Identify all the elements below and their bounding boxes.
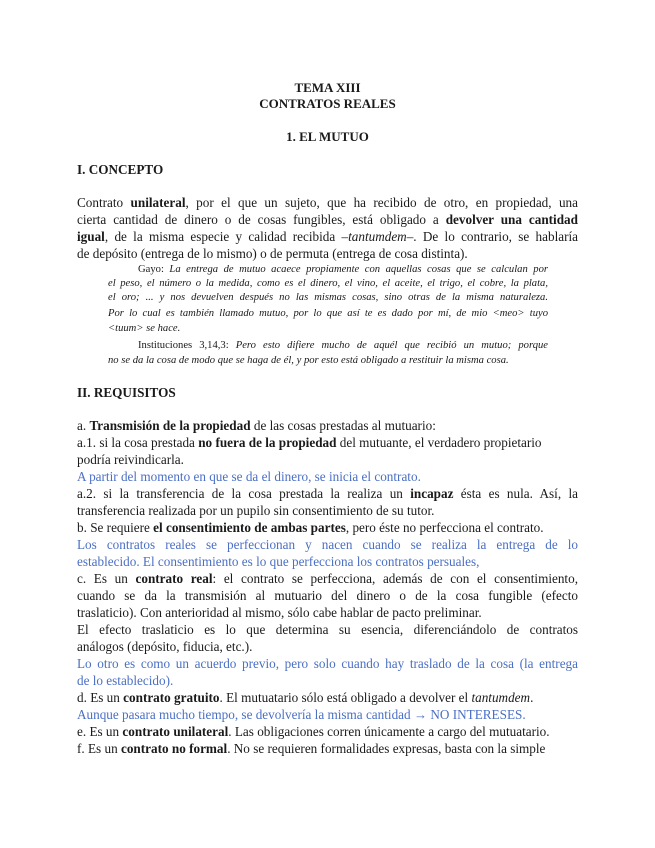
requisito-f: f. Es un contrato no formal. No se requieren formalidades expresas, basta con la simple xyxy=(77,741,546,756)
concepto-line-2: cierta cantidad de dinero o de cosas fungibles, está obligado a devolver una cantidad xyxy=(77,212,578,227)
requisito-c-line-5: análogos (depósito, fiducia, etc.). xyxy=(77,639,253,654)
requisito-a1-line-2: podría reivindicarla. xyxy=(77,452,184,467)
gayo-quote-line-2: el peso, el número o la medida, como es el dinero, el vino, el aceite, el trigo, el cobre, la plata, xyxy=(108,278,548,289)
page-title: CONTRATOS REALES xyxy=(259,96,396,111)
gayo-quote-line-1: Gayo: La entrega de mutuo acaece propiamente con aquellas cosas que se calculan por xyxy=(138,264,548,275)
requisito-b: b. Se requiere el consentimiento de ambas partes, pero éste no perfecciona el contrato. xyxy=(77,520,544,535)
requisito-c-line-4: El efecto traslaticio es lo que determina su esencia, diferenciándolo de contratos xyxy=(77,622,578,637)
gayo-quote-line-4: Por lo cual es también llamado mutuo, por lo que así te es dado por mí, de mio <meo> tuyo xyxy=(108,308,548,319)
gayo-quote-line-5: <tuum> se hace. xyxy=(108,323,181,334)
concepto-line-4: de depósito (entrega de lo mismo) o de permuta (entrega de cosa distinta). xyxy=(77,246,468,261)
requisito-a: a. Transmisión de la propiedad de las cosas prestadas al mutuario: xyxy=(77,418,436,433)
requisito-a2-line-2: transferencia realizada por un pupilo sin consentimiento de su tutor. xyxy=(77,503,435,518)
requisito-e: e. Es un contrato unilateral. Las obligaciones corren únicamente a cargo del mutuatario. xyxy=(77,724,550,739)
concepto-heading: I. CONCEPTO xyxy=(77,162,164,177)
requisito-d-note: Aunque pasara mucho tiempo, se devolvería la misma cantidad → NO INTERESES. xyxy=(77,707,526,722)
requisito-c-note-2: de lo establecido). xyxy=(77,673,174,688)
concepto-line-1: Contrato unilateral, por el que un sujeto, que ha recibido de otro, en propiedad, una xyxy=(77,195,578,210)
tema-number: TEMA XIII xyxy=(294,80,361,95)
requisito-c-note-1: Lo otro es como un acuerdo previo, pero solo cuando hay traslado de la cosa (la entrega xyxy=(77,656,578,671)
requisito-b-note-2: establecido. El consentimiento es lo que perfecciona los contratos persuales, xyxy=(77,554,480,569)
requisito-d: d. Es un contrato gratuito. El mutuatario sólo está obligado a devolver el tantumdem. xyxy=(77,690,534,705)
requisito-c-line-3: traslaticio). Con anterioridad al mismo, sólo cabe hablar de pacto preliminar. xyxy=(77,605,482,620)
requisito-c-line-1: c. Es un contrato real: el contrato se perfecciona, además de con el consentimiento, xyxy=(77,571,578,586)
concepto-line-3: igual, de la misma especie y calidad recibida –tantumdem–. De lo contrario, se hablaría xyxy=(77,229,578,244)
gayo-quote-line-3: el oro; ... y nos devuelven después no las mismas cosas, sino otras de la misma naturaleza. xyxy=(108,292,548,303)
requisito-b-note-1: Los contratos reales se perfeccionan y nacen cuando se realiza la entrega de lo xyxy=(77,537,578,552)
requisito-a1-line-1: a.1. si la cosa prestada no fuera de la propiedad del mutuante, el verdadero propietario xyxy=(77,435,542,450)
requisitos-heading: II. REQUISITOS xyxy=(77,385,176,400)
instituciones-quote-line-1: Instituciones 3,14,3: Pero esto difiere mucho de aquél que recibió un mutuo; porque xyxy=(138,340,548,351)
requisito-c-line-2: cuando se da la transmisión al mutuario del dinero o de la cosa fungible (efecto xyxy=(77,588,578,603)
instituciones-quote-line-2: no se da la cosa de modo que se haga de él, y por esto está obligado a restituir la misma cosa. xyxy=(108,355,509,366)
requisito-a-note: A partir del momento en que se da el dinero, se inicia el contrato. xyxy=(77,469,421,484)
section-subtitle: 1. EL MUTUO xyxy=(286,129,369,144)
requisito-a2-line-1: a.2. si la transferencia de la cosa prestada la realiza un incapaz ésta es nula. Así, la xyxy=(77,486,578,501)
